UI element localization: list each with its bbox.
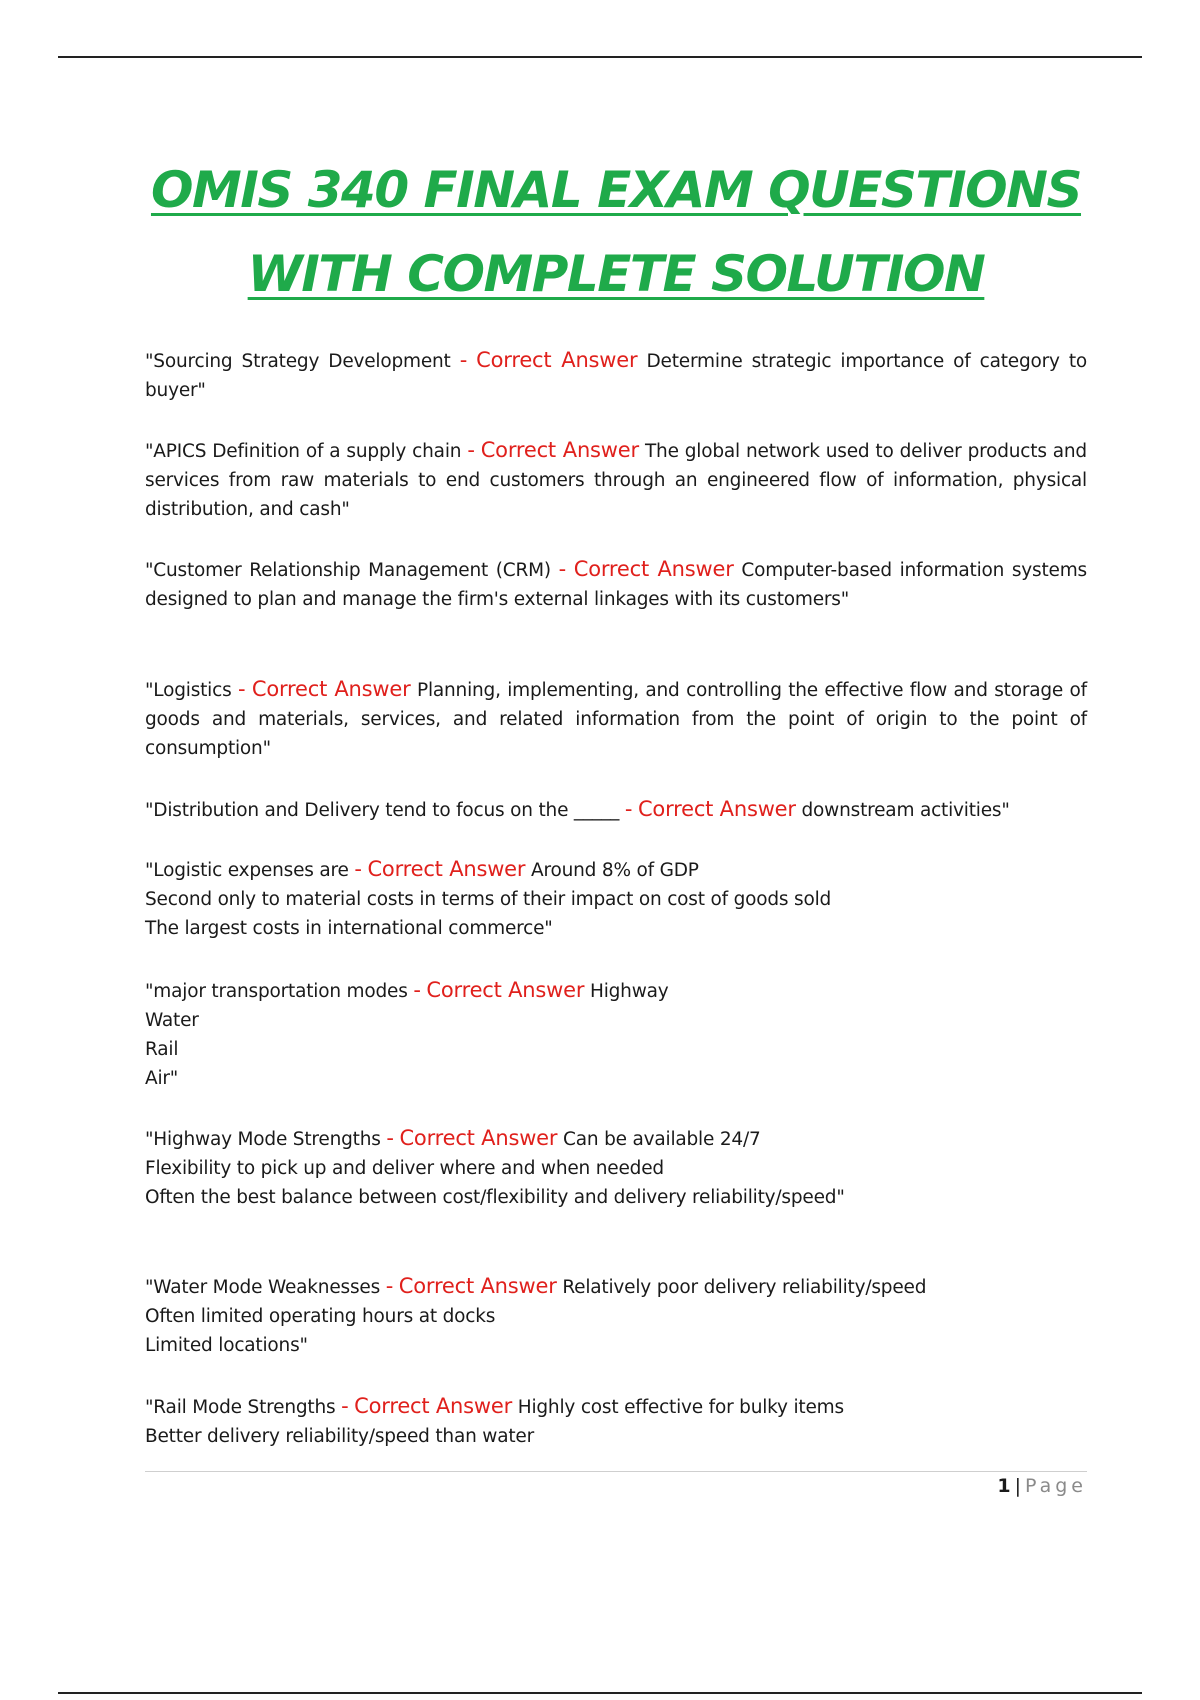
- page-label: Page: [1025, 1475, 1087, 1497]
- question-text: "APICS Definition of a supply chain: [145, 441, 462, 462]
- qa-item: [145, 436, 1087, 524]
- question-text: "Logistics: [145, 680, 232, 701]
- correct-answer-label: Correct Answer: [398, 1274, 557, 1298]
- page-top-rule: [58, 56, 1142, 58]
- correct-answer-label: Correct Answer: [426, 978, 585, 1002]
- answer-text: Determine strategic importance of category to buyer": [145, 351, 1088, 401]
- question-text: "Distribution and Delivery tend to focus on the _____: [145, 800, 620, 821]
- qa-item: [145, 855, 1087, 943]
- answer-line: Often limited operating hours at docks: [145, 1306, 496, 1327]
- answer-line: [145, 1272, 1087, 1302]
- answer-separator: -: [624, 797, 633, 821]
- answer-separator: -: [459, 348, 468, 372]
- answer-line: Better delivery reliability/speed than water: [145, 1426, 535, 1447]
- page-footer: [997, 1472, 1087, 1500]
- qa-item: [145, 1124, 1087, 1212]
- answer-text: Planning, implementing, and controlling the effective flow and storage of goods and materials, services, and related information from the point of origin to the point of consumption": [145, 680, 1087, 759]
- answer-text: Highly cost effective for bulky items: [517, 1397, 844, 1418]
- answer-text: Can be available 24/7: [563, 1129, 761, 1150]
- answer-line: [145, 976, 1087, 1006]
- question-text: "Rail Mode Strengths: [145, 1397, 336, 1418]
- qa-item: [145, 675, 1087, 763]
- answer-line: Flexibility to pick up and deliver where and when needed: [145, 1158, 664, 1179]
- footer-divider: |: [1014, 1475, 1021, 1497]
- answer-text: The global network used to deliver products and services from raw materials to end customers through an engineered flow of information, physical distribution, and cash": [145, 441, 1087, 520]
- question-text: "Sourcing Strategy Development: [145, 351, 451, 372]
- qa-item: [145, 555, 1087, 614]
- correct-answer-label: Correct Answer: [480, 438, 639, 462]
- question-text: "Logistic expenses are: [145, 860, 349, 881]
- answer-line: Water: [145, 1010, 199, 1031]
- correct-answer-label: Correct Answer: [476, 348, 638, 372]
- answer-text: Computer-based information systems designed to plan and manage the firm's external linkages with its customers": [145, 560, 1087, 610]
- answer-text: Relatively poor delivery reliability/speed: [562, 1277, 927, 1298]
- title-line-1: OMIS 340 FINAL EXAM QUESTIONS: [150, 161, 1082, 219]
- correct-answer-label: Correct Answer: [399, 1126, 558, 1150]
- correct-answer-label: Correct Answer: [637, 797, 796, 821]
- correct-answer-label: Correct Answer: [367, 857, 526, 881]
- answer-separator: -: [341, 1394, 349, 1418]
- question-text: "Highway Mode Strengths: [145, 1129, 381, 1150]
- answer-line: The largest costs in international commerce": [145, 918, 553, 939]
- qa-item: [145, 1392, 1087, 1451]
- correct-answer-label: Correct Answer: [251, 677, 411, 701]
- document-title: [145, 148, 1087, 316]
- qa-item: [145, 1272, 1087, 1360]
- answer-text: downstream activities": [801, 800, 1010, 821]
- footer-rule: [145, 1471, 1087, 1472]
- qa-item: [145, 795, 1087, 825]
- answer-line: Air": [145, 1068, 179, 1089]
- qa-item: [145, 346, 1087, 405]
- correct-answer-label: Correct Answer: [573, 557, 734, 581]
- question-text: "Customer Relationship Management (CRM): [145, 560, 551, 581]
- answer-separator: -: [386, 1126, 394, 1150]
- answer-line: Rail: [145, 1039, 179, 1060]
- page-bottom-rule: [58, 1692, 1142, 1694]
- answer-text: Highway: [589, 981, 669, 1002]
- title-line-2: WITH COMPLETE SOLUTION: [247, 245, 985, 303]
- answer-line: [145, 1124, 1087, 1154]
- question-text: "major transportation modes: [145, 981, 408, 1002]
- qa-item: [145, 976, 1087, 1093]
- answer-separator: -: [238, 677, 246, 701]
- page-number: 1: [997, 1475, 1011, 1497]
- answer-separator: -: [467, 438, 475, 462]
- answer-line: Often the best balance between cost/flexibility and delivery reliability/speed": [145, 1187, 845, 1208]
- answer-line: [145, 1392, 1087, 1422]
- answer-text: Around 8% of GDP: [531, 860, 699, 881]
- answer-line: [145, 855, 1087, 885]
- answer-separator: -: [354, 857, 362, 881]
- correct-answer-label: Correct Answer: [354, 1394, 513, 1418]
- answer-line: Limited locations": [145, 1335, 308, 1356]
- answer-line: Second only to material costs in terms of their impact on cost of goods sold: [145, 889, 832, 910]
- answer-separator: -: [385, 1274, 394, 1298]
- answer-separator: -: [558, 557, 567, 581]
- question-text: "Water Mode Weaknesses: [145, 1277, 381, 1298]
- answer-separator: -: [413, 978, 421, 1002]
